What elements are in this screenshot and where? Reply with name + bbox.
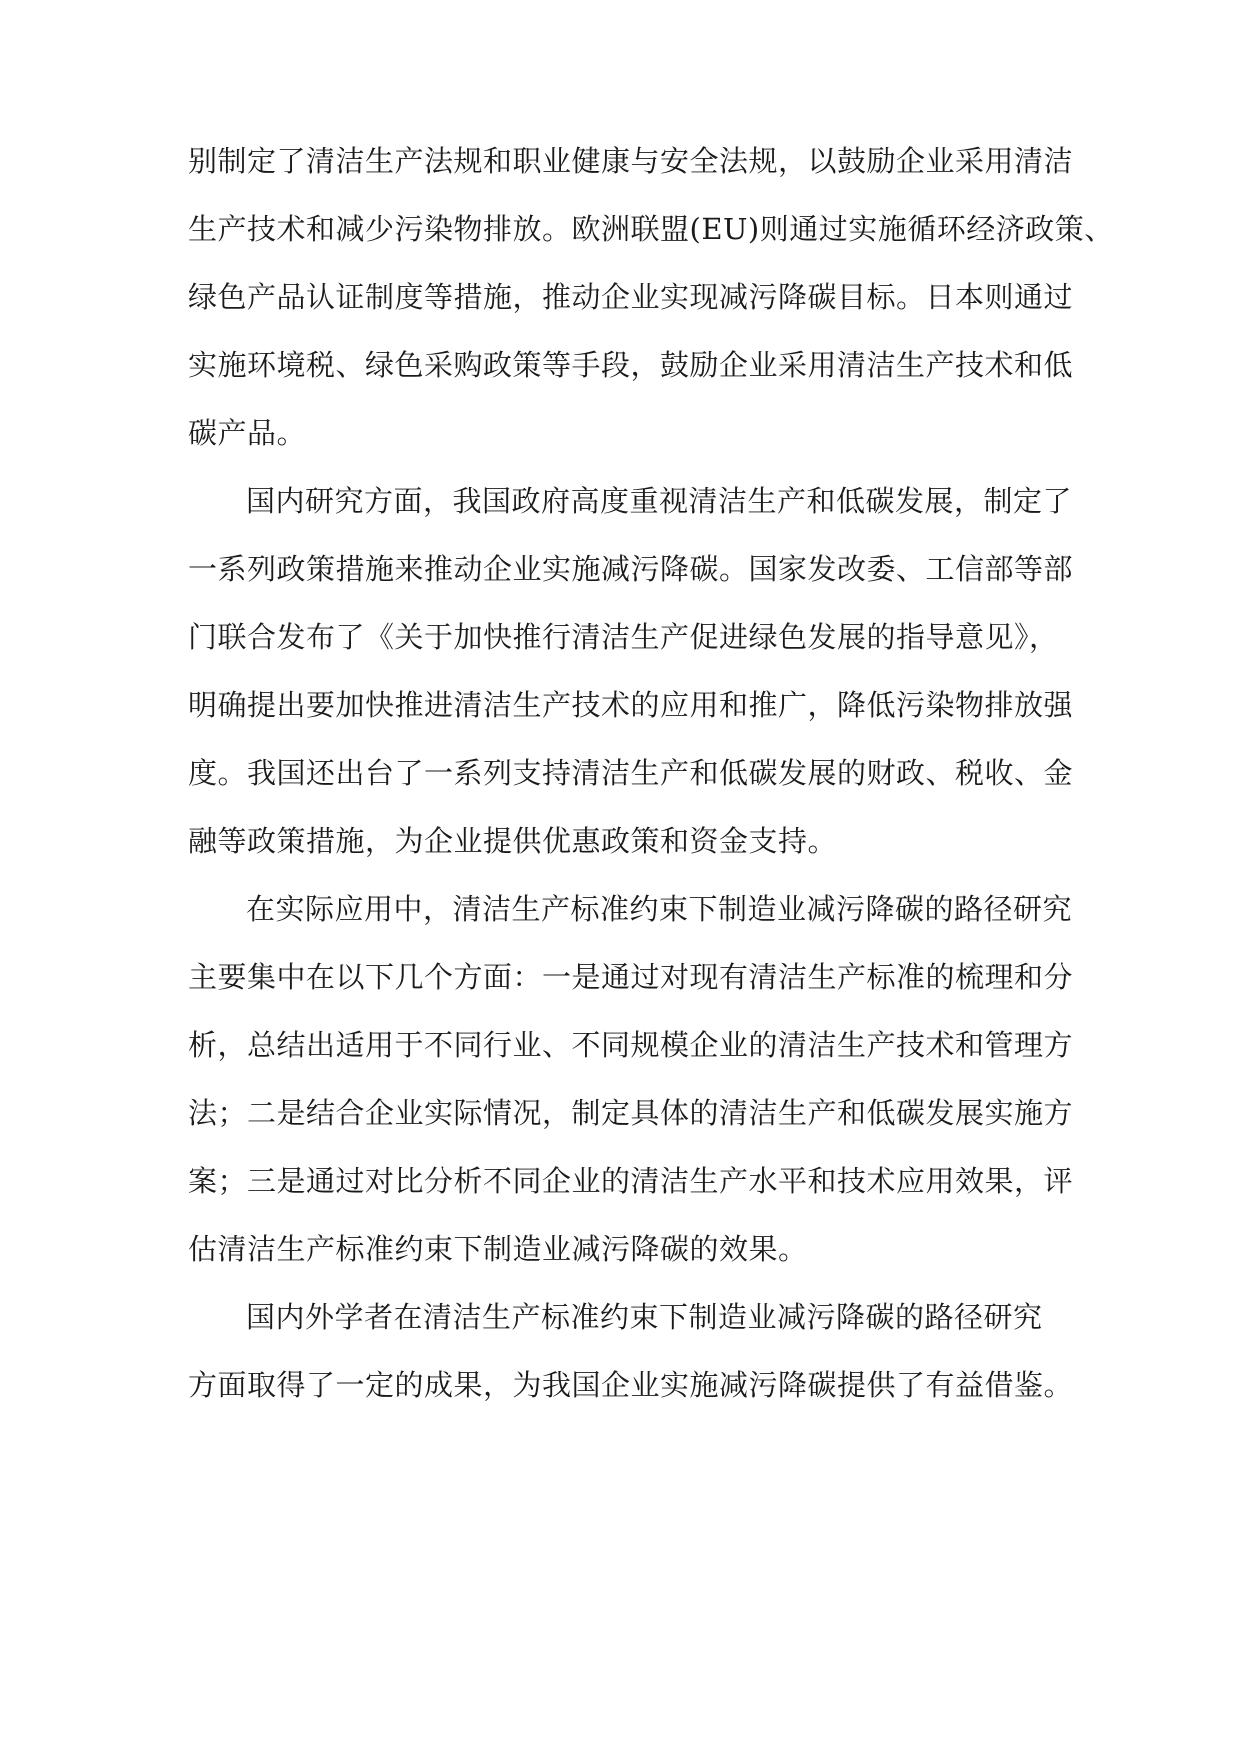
text-line: 融等政策措施，为企业提供优惠政策和资金支持。 (188, 824, 838, 858)
text-line: 碳产品。 (188, 416, 307, 450)
paragraph-first-line: 国内外学者在清洁生产标准约束下制造业减污降碳的路径研究 (246, 1300, 1043, 1334)
text-line: 实施环境税、绿色采购政策等手段，鼓励企业采用清洁生产技术和低 (188, 348, 1074, 382)
paragraph-first-line: 在实际应用中，清洁生产标准约束下制造业减污降碳的路径研究 (246, 892, 1073, 926)
text-line: 度。我国还出台了一系列支持清洁生产和低碳发展的财政、税收、金 (188, 756, 1074, 790)
text-line: 析，总结出适用于不同行业、不同规模企业的清洁生产技术和管理方 (188, 1028, 1074, 1062)
paragraph-first-line: 国内研究方面，我国政府高度重视清洁生产和低碳发展，制定了 (246, 484, 1073, 518)
text-line: 绿色产品认证制度等措施，推动企业实现减污降碳目标。日本则通过 (188, 280, 1074, 314)
text-line: 门联合发布了《关于加快推行清洁生产促进绿色发展的指导意见》， (188, 620, 1059, 654)
text-line: 一系列政策措施来推动企业实施减污降碳。国家发改委、工信部等部 (188, 552, 1074, 586)
body-text (188, 144, 1114, 1436)
text-line: 主要集中在以下几个方面：一是通过对现有清洁生产标准的梳理和分 (188, 960, 1074, 994)
text-line: 明确提出要加快推进清洁生产技术的应用和推广，降低污染物排放强 (188, 688, 1074, 722)
text-line: 方面取得了一定的成果，为我国企业实施减污降碳提供了有益借鉴。 (188, 1368, 1074, 1402)
text-line: 估清洁生产标准约束下制造业减污降碳的效果。 (188, 1232, 808, 1266)
text-line: 生产技术和减少污染物排放。欧洲联盟(EU)则通过实施循环经济政策、 (188, 212, 1114, 246)
text-line: 案；三是通过对比分析不同企业的清洁生产水平和技术应用效果，评 (188, 1164, 1074, 1198)
text-line: 法；二是结合企业实际情况，制定具体的清洁生产和低碳发展实施方 (188, 1096, 1074, 1130)
text-line: 别制定了清洁生产法规和职业健康与安全法规，以鼓励企业采用清洁 (188, 144, 1074, 178)
